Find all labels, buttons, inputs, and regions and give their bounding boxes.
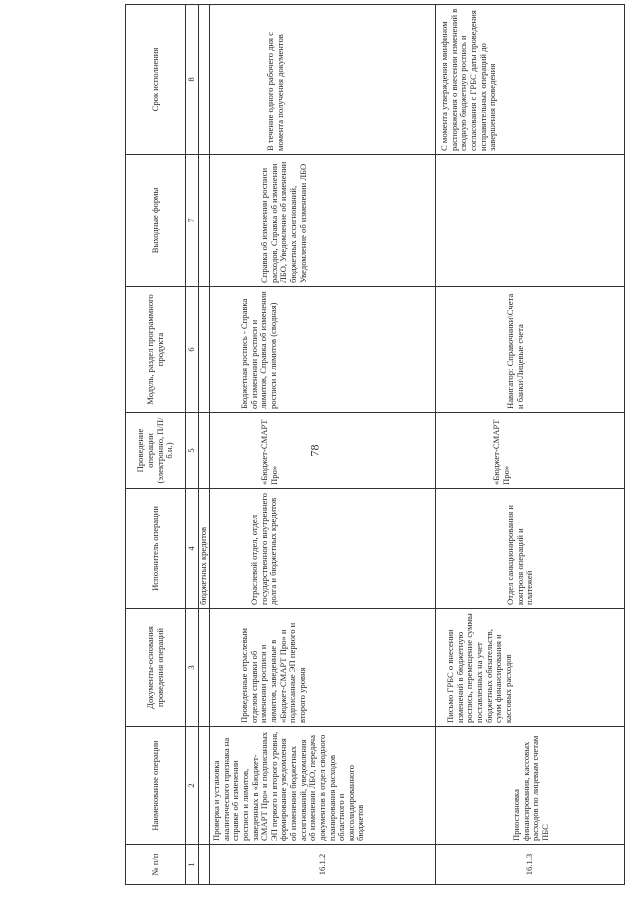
- executor-cell: Отдел санкционирования и контроля операций и платежей: [436, 489, 625, 609]
- header-output: Выходные формы: [126, 155, 186, 287]
- section-label: бюджетных кредитов: [199, 489, 210, 609]
- section-empty: [199, 609, 210, 727]
- section-empty: [199, 413, 210, 489]
- method-cell: «Бюджет-СМАРТ Про»: [436, 413, 625, 489]
- section-empty: [199, 845, 210, 885]
- column-number-row: [186, 5, 199, 885]
- section-empty: [199, 287, 210, 413]
- header-module: Модуль, раздел программного продукта: [126, 287, 186, 413]
- section-empty: [199, 155, 210, 287]
- page-number: 78: [307, 444, 322, 457]
- section-empty: [199, 5, 210, 155]
- column-number: 6: [186, 287, 199, 413]
- operation-cell: Приостановка финансирования, кассовых расходов по лицевым счетам ПБС: [436, 727, 625, 845]
- operation-cell: Проверка и установка аналитического признака на справке об изменении росписи и лимитов, заведенных в «Бюджет-СМАРТ Про» и подписанных ЭП первого и второго уровня, формирование уведомления об изменении бюджетных ассигнований, уведомления об изменении ЛБО, передача документов в отдел сводного планирования расходов областного и консолидированного бюджетов: [210, 727, 436, 845]
- section-empty: [199, 727, 210, 845]
- column-number: 5: [186, 413, 199, 489]
- output-cell: [436, 155, 625, 287]
- column-number: 1: [186, 845, 199, 885]
- header-term: Срок исполнения: [126, 5, 186, 155]
- row-number: 16.1.2: [210, 845, 436, 885]
- column-number: 8: [186, 5, 199, 155]
- column-number: 2: [186, 727, 199, 845]
- module-cell: Бюджетная роспись - Справка об изменении росписи и лимитов, Справка об изменении росписи и лимитов (сводная): [210, 287, 436, 413]
- executor-cell: Отраслевой отдел, отдел государственного внутреннего долга и бюджетных кредитов: [210, 489, 436, 609]
- row-number: 16.1.3: [436, 845, 625, 885]
- column-number: 7: [186, 155, 199, 287]
- column-number: 3: [186, 609, 199, 727]
- operations-table: [125, 4, 625, 885]
- basis-cell: Проведенные отраслевым отделом справки об изменении росписи и лимитов, заведенные в «Бюджет-СМАРТ Про» и подписанные ЭП первого и второго уровня: [210, 609, 436, 727]
- term-cell: С момента утверждения минфином распоряжения о внесении изменений в сводную бюджетную роспись и согласования с ГРБС даты проведения исправительных операций до завершения проведения: [436, 5, 625, 155]
- table-row: [436, 5, 625, 885]
- header-operation: Наименование операции: [126, 727, 186, 845]
- header-row: [126, 5, 186, 885]
- table-row: [210, 5, 436, 885]
- section-row: [199, 5, 210, 885]
- basis-cell: Письмо ГРБС о внесении изменений в бюджетную роспись, перемещение суммы поставленных на учет бюджетных обязательств, сумм финансирования и кассовых расходов: [436, 609, 625, 727]
- header-method: Проведение операции (электронно, П/П/б.н.): [126, 413, 186, 489]
- method-cell: «Бюджет-СМАРТ Про»: [210, 413, 436, 489]
- column-number: 4: [186, 489, 199, 609]
- rotated-page: [125, 5, 625, 885]
- term-cell: В течение одного рабочего дня с момента получения документов: [210, 5, 436, 155]
- header-executor: Исполнитель операции: [126, 489, 186, 609]
- header-basis: Документы-основания проведения операций: [126, 609, 186, 727]
- module-cell: Навигатор: Справочники\Счета и банки\Лицевые счета: [436, 287, 625, 413]
- header-no: № п/п: [126, 845, 186, 885]
- output-cell: Справка об изменении росписи расходов, Справка об изменении ЛБО, Уведомление об изменении бюджетных ассигнований, Уведомление об изменении ЛБО: [210, 155, 436, 287]
